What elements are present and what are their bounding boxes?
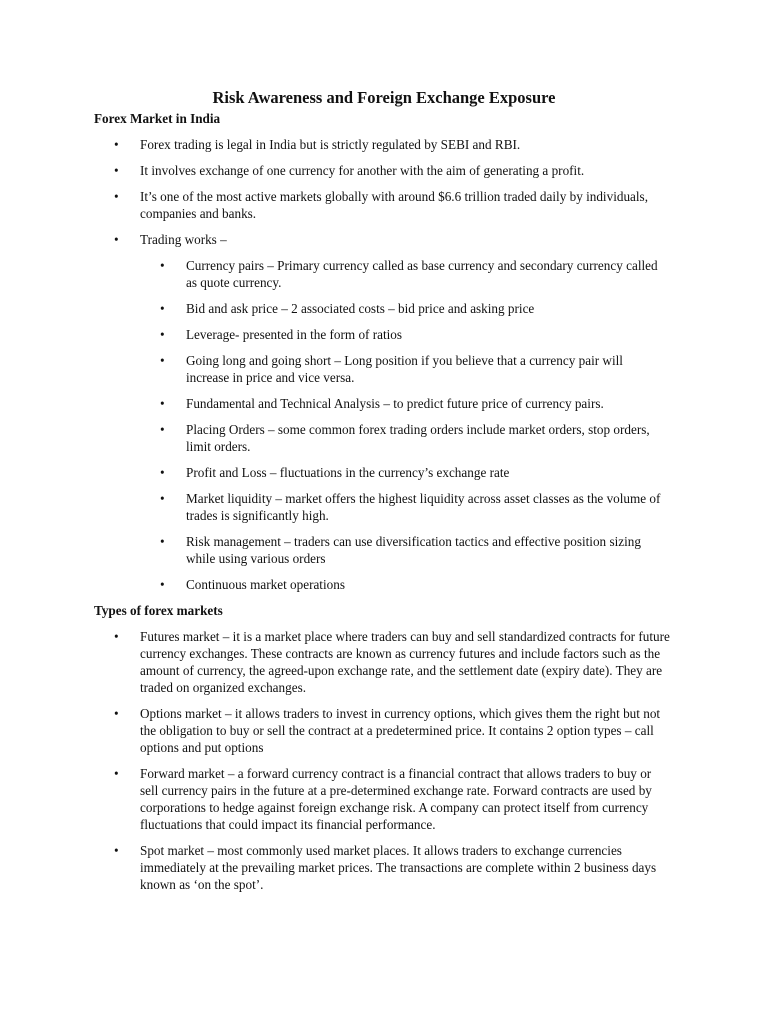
sub-list-item-text: Continuous market operations [186,577,345,592]
bullet-marker: • [114,163,119,178]
sub-list-item [0,490,768,524]
bullet-marker: • [160,327,165,342]
bullet-marker: • [160,534,165,549]
list-item-text: Spot market – most commonly used market places. It allows traders to exchange currencies immediately at the prevailing market prices. The transactions are complete within 2 business days known as ‘on the spot’. [140,843,657,892]
bullet-marker: • [160,353,165,368]
document-title: Risk Awareness and Foreign Exchange Exposure [212,88,556,107]
list-item-text: It involves exchange of one currency for another with the aim of generating a profit. [140,163,585,178]
list-item-spot-market [0,842,768,893]
sub-list-item [0,464,768,481]
sub-list-item-text: Going long and going short – Long position if you believe that a currency pair will increase in price and vice versa. [186,353,623,385]
list-item [0,188,768,222]
list-item-text: It’s one of the most active markets globally with around $6.6 trillion traded daily by individuals, companies and banks. [140,189,648,221]
bullet-marker: • [160,491,165,506]
list-item-options-market [0,705,768,756]
sub-list-item-text: Placing Orders – some common forex trading orders include market orders, stop orders, limit orders. [186,422,650,454]
list-item-text: Forex trading is legal in India but is strictly regulated by SEBI and RBI. [140,137,521,152]
sub-list-item-text: Bid and ask price – 2 associated costs – bid price and asking price [186,301,535,316]
trading-works-sublist [0,257,768,593]
list-item [0,136,768,153]
list-item-text: Options market – it allows traders to invest in currency options, which gives them the right but not the obligation to buy or sell the contract at a predetermined price. It contains 2 option types – call options and put options [140,706,661,755]
bullet-marker: • [160,577,165,592]
sub-list-item-text: Profit and Loss – fluctuations in the currency’s exchange rate [186,465,510,480]
list-item-futures-market [0,628,768,696]
sub-list-item [0,395,768,412]
list-item-trading-works [0,231,768,248]
bullet-marker: • [114,706,119,721]
sub-list-item [0,300,768,317]
bullet-marker: • [114,232,119,247]
sub-list-item [0,421,768,455]
sub-list-item-text: Market liquidity – market offers the highest liquidity across asset classes as the volume of trades is significantly high. [186,491,661,523]
sub-list-item [0,576,768,593]
sub-list-item [0,326,768,343]
bullet-marker: • [160,396,165,411]
bullet-marker: • [160,422,165,437]
bullet-marker: • [160,465,165,480]
bullet-marker: • [114,137,119,152]
forex-india-list [0,136,768,248]
list-item-text: Forward market – a forward currency contract is a financial contract that allows traders to buy or sell currency pairs in the future at a pre-determined exchange rate. Forward contracts are used by corporations to hedge against foreign exchange risk. A company can protect itself from currency fluctuations that could impact its financial performance. [140,766,652,832]
bullet-marker: • [114,766,119,781]
sub-list-item-text: Fundamental and Technical Analysis – to predict future price of currency pairs. [186,396,604,411]
sub-list-item-text: Currency pairs – Primary currency called as base currency and secondary currency called as quote currency. [186,258,658,290]
list-item-forward-market [0,765,768,833]
sub-list-item-text: Leverage- presented in the form of ratios [186,327,403,342]
bullet-marker: • [114,629,119,644]
bullet-marker: • [114,843,119,858]
section-heading-forex-market-india: Forex Market in India [94,111,221,126]
bullet-marker: • [114,189,119,204]
list-item [0,162,768,179]
sub-list-item [0,257,768,291]
sub-list-item-text: Risk management – traders can use diversification tactics and effective position sizing while using various orders [186,534,641,566]
list-item-text: Trading works – [140,232,227,247]
bullet-marker: • [160,258,165,273]
bullet-marker: • [160,301,165,316]
section-heading-types-of-forex-markets: Types of forex markets [94,603,223,618]
sub-list-item [0,533,768,567]
sub-list-item [0,352,768,386]
list-item-text: Futures market – it is a market place where traders can buy and sell standardized contracts for future currency exchanges. These contracts are known as currency futures and include factors such as the amount of currency, the agreed-upon exchange rate, and the settlement date (expiry date). They are traded on organized exchanges. [140,629,670,695]
forex-market-types-list [0,628,768,893]
